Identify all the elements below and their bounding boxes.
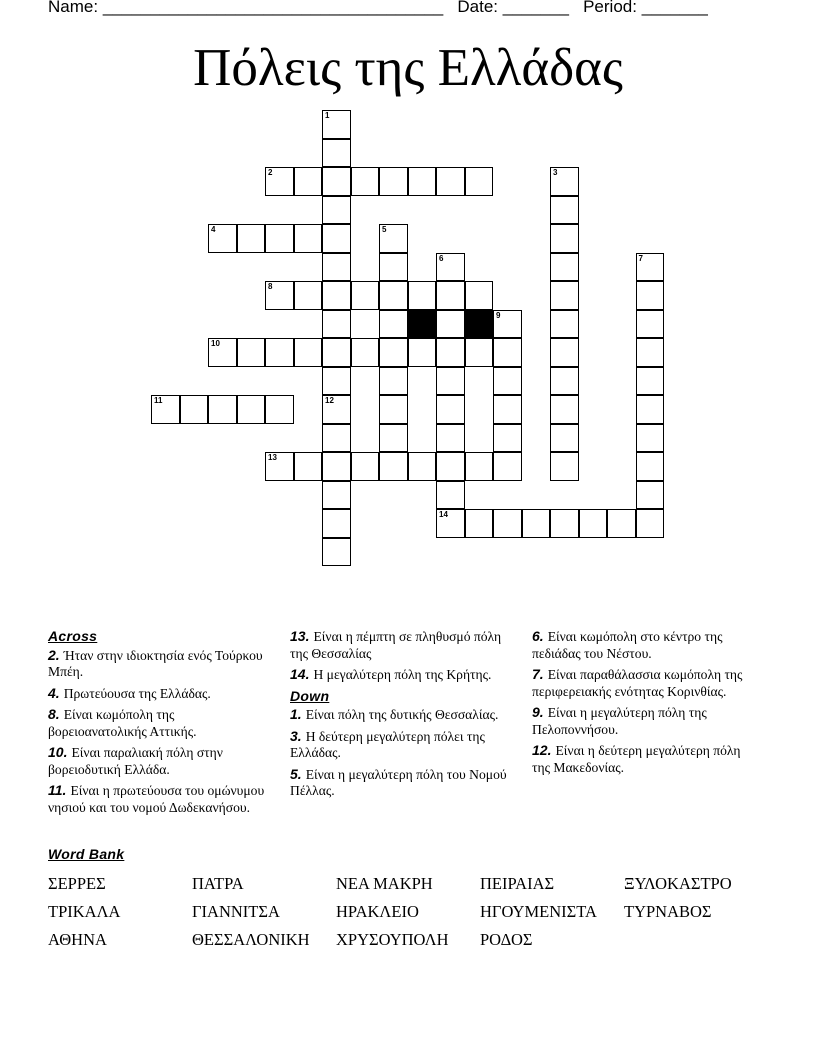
grid-cell[interactable] [436, 395, 465, 424]
black-cell [408, 310, 437, 339]
grid-cell[interactable] [208, 338, 237, 367]
word-bank-item: ΝΕΑ ΜΑΚΡΗ [336, 874, 433, 893]
grid-cell[interactable] [322, 395, 351, 424]
clue-across-14: 14. Η μεγαλύτερη πόλη της Κρήτης. [290, 666, 492, 682]
grid-cell[interactable] [436, 167, 465, 196]
clue-down-5: 5. Είναι η μεγαλύτερη πόλη του Νομού Πέλλας. [290, 765, 507, 798]
grid-cell[interactable] [465, 338, 494, 367]
cell-number: 7 [638, 253, 643, 263]
grid-cell[interactable] [636, 310, 665, 339]
grid-cell[interactable] [322, 224, 351, 253]
grid-cell[interactable] [636, 452, 665, 481]
grid-cell[interactable] [465, 452, 494, 481]
word-bank-heading: Word Bank [48, 846, 125, 862]
grid-cell[interactable] [465, 167, 494, 196]
clue-across-13: 13. Είναι η πέμπτη σε πληθυσμό πόλη της Θεσσαλίας [290, 628, 502, 661]
grid-cell[interactable] [436, 367, 465, 396]
grid-cell[interactable] [351, 281, 380, 310]
cell-number: 12 [325, 396, 334, 405]
cell-number: 14 [439, 510, 448, 519]
word-bank-item: ΠΕΙΡΑΙΑΣ [480, 874, 555, 893]
grid-cell[interactable] [436, 481, 465, 510]
clue-across-4: 4. Πρωτεύουσα της Ελλάδας. [48, 684, 211, 701]
cell-number: 8 [268, 282, 273, 291]
cell-number: 13 [268, 453, 277, 462]
grid-cell[interactable] [607, 509, 636, 538]
grid-cell[interactable] [265, 338, 294, 367]
grid-cell[interactable] [579, 509, 608, 538]
grid-cell[interactable] [379, 253, 408, 282]
cell-number: 10 [211, 339, 220, 348]
word-bank-item: ΗΓΟΥΜΕΝΙΣΤΑ [480, 902, 597, 921]
grid-cell[interactable] [550, 338, 579, 367]
grid-cell[interactable] [493, 424, 522, 453]
grid-cell[interactable] [636, 481, 665, 510]
grid-cell[interactable] [322, 424, 351, 453]
grid-cell[interactable] [379, 310, 408, 339]
grid-cell[interactable] [493, 338, 522, 367]
word-bank-item: ΑΘΗΝΑ [48, 930, 107, 949]
grid-cell[interactable] [379, 224, 408, 253]
word-bank-item: ΞΥΛΟΚΑΣΤΡΟ [624, 874, 732, 893]
grid-cell[interactable] [436, 424, 465, 453]
clue-across-8: 8. Είναι κωμόπολη της βορειοανατολικής Αττικής. [48, 706, 197, 739]
grid-cell[interactable] [180, 395, 209, 424]
cell-number: 3 [553, 168, 558, 177]
clue-down-9: 9. Είναι η μεγαλύτερη πόλη της Πελοποννήσου. [532, 704, 707, 737]
word-bank-item: ΠΑΤΡΑ [192, 874, 244, 893]
grid-cell[interactable] [493, 452, 522, 481]
grid-cell[interactable] [294, 281, 323, 310]
date-label: Date: [457, 0, 498, 16]
grid-cell[interactable] [322, 452, 351, 481]
grid-cell[interactable] [550, 253, 579, 282]
grid-cell[interactable] [493, 509, 522, 538]
grid-cell[interactable] [265, 395, 294, 424]
grid-cell[interactable] [265, 452, 294, 481]
grid-cell[interactable] [322, 196, 351, 225]
clues-column-1 [48, 628, 270, 820]
grid-cell[interactable] [408, 452, 437, 481]
grid-cell[interactable] [322, 281, 351, 310]
grid-cell[interactable] [379, 281, 408, 310]
grid-cell[interactable] [379, 395, 408, 424]
grid-cell[interactable] [322, 167, 351, 196]
grid-cell[interactable] [379, 367, 408, 396]
grid-cell[interactable] [408, 281, 437, 310]
grid-cell[interactable] [408, 167, 437, 196]
cell-number: 11 [154, 396, 163, 405]
grid-cell[interactable] [636, 253, 665, 282]
grid-cell[interactable] [322, 538, 351, 567]
cell-number: 1 [325, 111, 330, 120]
grid-cell[interactable] [322, 110, 351, 139]
cell-number: 4 [211, 225, 216, 234]
grid-cell[interactable] [550, 196, 579, 225]
clue-across-10: 10. Είναι παραλιακή πόλη στην βορειοδυτική Ελλάδα. [48, 744, 223, 777]
grid-cell[interactable] [294, 452, 323, 481]
grid-cell[interactable] [322, 367, 351, 396]
cell-number: 6 [439, 253, 444, 263]
grid-cell[interactable] [436, 281, 465, 310]
word-bank-item: ΤΥΡΝΑΒΟΣ [624, 902, 712, 921]
grid-cell[interactable] [436, 310, 465, 339]
grid-cell[interactable] [294, 224, 323, 253]
grid-cell[interactable] [237, 338, 266, 367]
cell-number: 5 [382, 225, 387, 234]
grid-cell[interactable] [322, 310, 351, 339]
grid-cell[interactable] [550, 424, 579, 453]
grid-cell[interactable] [550, 224, 579, 253]
grid-cell[interactable] [522, 509, 551, 538]
grid-cell[interactable] [322, 253, 351, 282]
clue-down-7: 7. Είναι παραθάλασσια κωμόπολη της περιφερειακής ενότητας Κορινθίας. [532, 666, 743, 699]
word-bank-item: ΡΟΔΟΣ [480, 930, 533, 949]
grid-cell[interactable] [636, 509, 665, 538]
clues-column-3 [532, 628, 754, 780]
word-bank-item: ΣΕΡΡΕΣ [48, 874, 106, 893]
date-blank[interactable]: _______ [502, 0, 569, 16]
grid-cell[interactable] [465, 509, 494, 538]
grid-cell[interactable] [237, 395, 266, 424]
grid-cell[interactable] [351, 338, 380, 367]
grid-cell[interactable] [493, 367, 522, 396]
word-bank-item: ΤΡΙΚΑΛΑ [48, 902, 121, 921]
grid-cell[interactable] [379, 424, 408, 453]
grid-cell[interactable] [636, 281, 665, 310]
cell-number: 9 [496, 310, 501, 320]
grid-cell[interactable] [550, 167, 579, 196]
clue-down-3: 3. Η δεύτερη μεγαλύτερη πόλει της Ελλάδας. [290, 727, 485, 760]
word-bank-item: ΧΡΥΣΟΥΠΟΛΗ [336, 930, 449, 949]
grid-cell[interactable] [294, 167, 323, 196]
grid-cell[interactable] [465, 281, 494, 310]
grid-cell[interactable] [265, 224, 294, 253]
grid-cell[interactable] [208, 395, 237, 424]
grid-cell[interactable] [379, 452, 408, 481]
grid-cell[interactable] [436, 338, 465, 367]
grid-cell[interactable] [550, 509, 579, 538]
grid-cell[interactable] [294, 338, 323, 367]
clues-column-2 [290, 628, 512, 804]
grid-cell[interactable] [151, 395, 180, 424]
grid-cell[interactable] [408, 338, 437, 367]
grid-cell[interactable] [636, 338, 665, 367]
word-bank-item: ΓΙΑΝΝΙΤΣΑ [192, 902, 280, 921]
grid-cell[interactable] [322, 481, 351, 510]
word-bank-item: ΗΡΑΚΛΕΙΟ [336, 902, 419, 921]
down-heading: Down [290, 687, 330, 704]
grid-cell[interactable] [550, 281, 579, 310]
grid-cell[interactable] [351, 452, 380, 481]
name-label: Name: [48, 0, 99, 16]
grid-cell[interactable] [436, 452, 465, 481]
grid-cell[interactable] [351, 167, 380, 196]
grid-cell[interactable] [379, 338, 408, 367]
grid-cell[interactable] [550, 395, 579, 424]
black-cell [465, 310, 494, 339]
grid-cell[interactable] [550, 367, 579, 396]
grid-cell[interactable] [636, 395, 665, 424]
grid-cell[interactable] [322, 338, 351, 367]
grid-cell[interactable] [493, 395, 522, 424]
grid-cell[interactable] [550, 310, 579, 339]
page-title: Πόλεις της Ελλάδας [193, 39, 623, 97]
grid-cell[interactable] [636, 424, 665, 453]
clue-across-2: 2. Ήταν στην ιδιοκτησία ενός Τούρκου Μπέη. [48, 646, 263, 679]
grid-cell[interactable] [550, 452, 579, 481]
grid-cell[interactable] [379, 167, 408, 196]
clue-down-6: 6. Είναι κωμόπολη στο κέντρο της πεδιάδας του Νέστου. [532, 628, 723, 661]
clue-down-12: 12. Είναι η δεύτερη μεγαλύτερη πόλη της Μακεδονίας. [532, 742, 741, 775]
grid-cell[interactable] [322, 139, 351, 168]
across-heading: Across [48, 628, 98, 644]
period-label: Period: [583, 0, 637, 16]
grid-cell[interactable] [237, 224, 266, 253]
grid-cell[interactable] [436, 253, 465, 282]
grid-cell[interactable] [493, 310, 522, 339]
period-blank[interactable]: _______ [641, 0, 708, 16]
grid-cell[interactable] [265, 281, 294, 310]
grid-cell[interactable] [436, 509, 465, 538]
name-blank[interactable]: ____________________________________ [102, 0, 444, 16]
grid-cell[interactable] [208, 224, 237, 253]
grid-cell[interactable] [636, 367, 665, 396]
cell-number: 2 [268, 168, 273, 177]
grid-cell[interactable] [322, 509, 351, 538]
clue-across-11: 11. Είναι η πρωτεύουσα του ομώνυμου νησιού και του νομού Δωδεκανήσου. [48, 782, 265, 815]
clue-down-1: 1. Είναι πόλη της δυτικής Θεσσαλίας. [290, 706, 499, 722]
word-bank-item: ΘΕΣΣΑΛΟΝΙΚΗ [192, 930, 310, 949]
grid-cell[interactable] [265, 167, 294, 196]
